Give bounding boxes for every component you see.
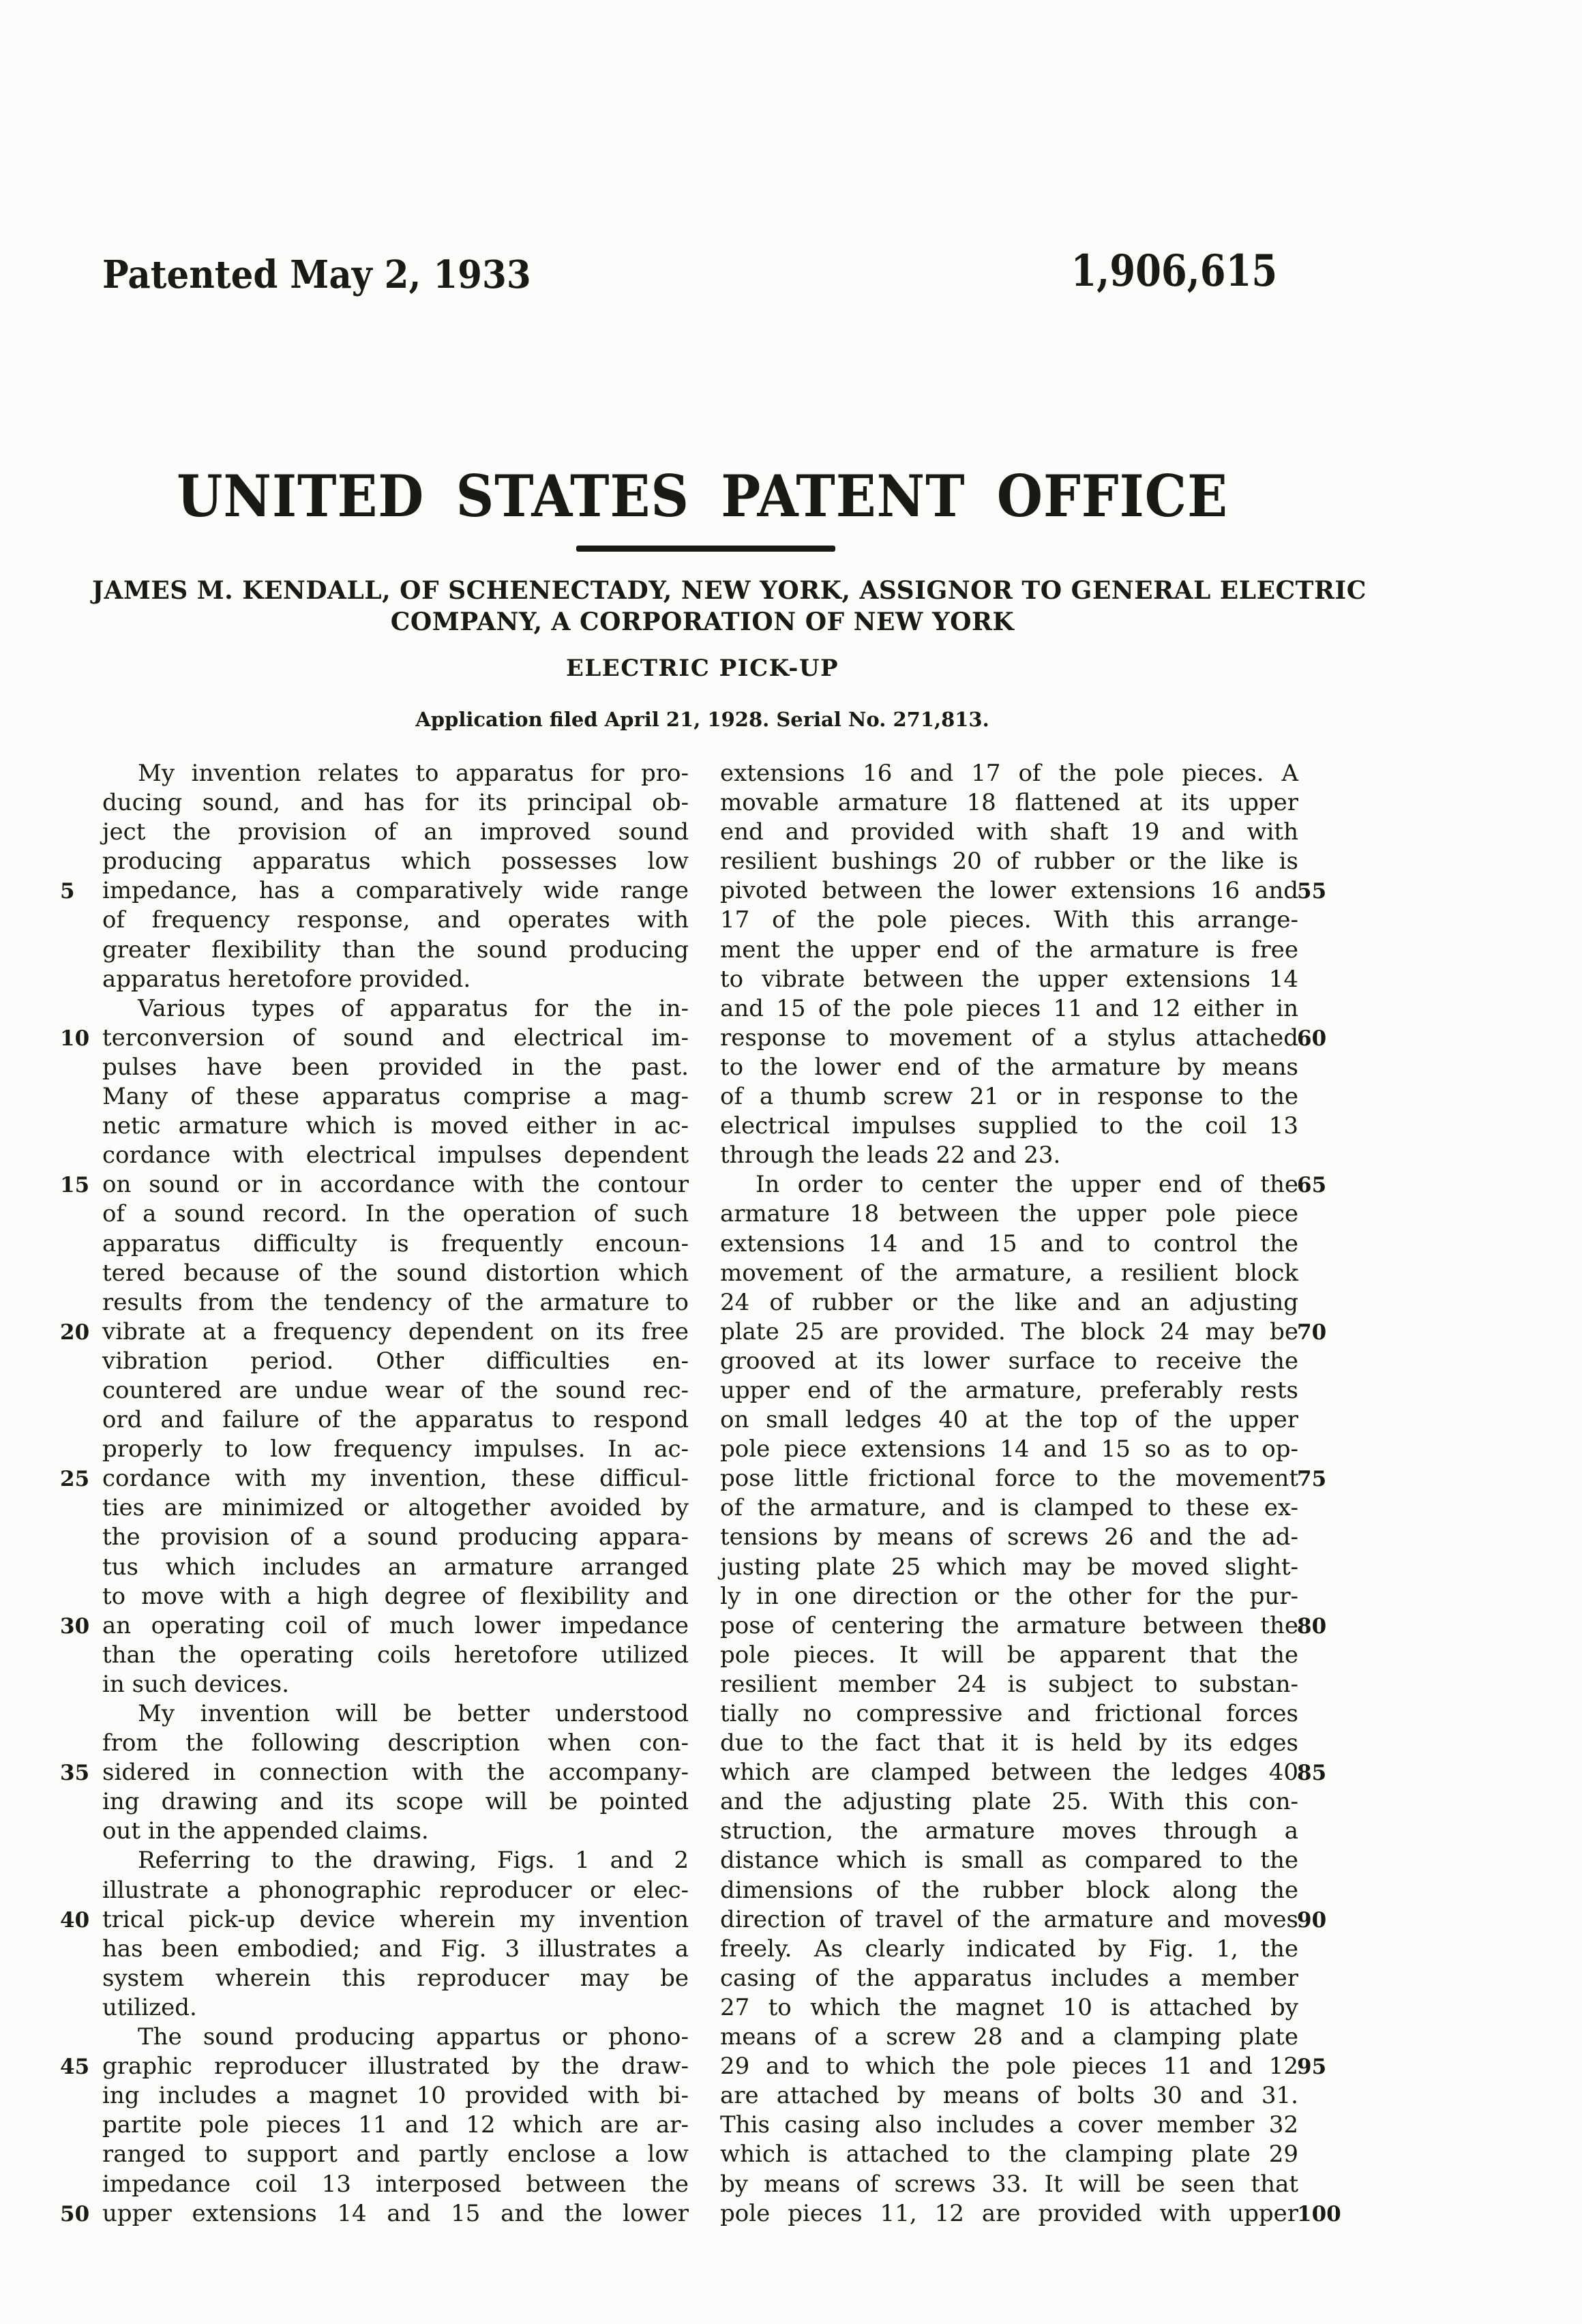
line-text: and 15 of the pole pieces 11 and 12 either in <box>720 994 1298 1022</box>
text-line <box>720 1523 1298 1552</box>
line-text: ranged to support and partly enclose a low <box>102 2141 689 2169</box>
line-text: by means of screws 33. It will be seen that <box>720 2170 1298 2198</box>
assignment-line-1: JAMES M. KENDALL, OF SCHENECTADY, NEW YORK, ASSIGNOR TO GENERAL ELECTRIC <box>92 576 1367 605</box>
text-line <box>102 1347 689 1376</box>
page-title: UNITED STATES PATENT OFFICE <box>177 462 1228 530</box>
line-text: response to movement of a stylus attached <box>720 1024 1298 1052</box>
line-text: impedance coil 13 interposed between the <box>102 2170 689 2198</box>
line-text: upper end of the armature, preferably rests <box>720 1376 1298 1404</box>
text-line <box>720 847 1298 876</box>
line-number: 25 <box>60 1467 90 1492</box>
text-line <box>720 2111 1298 2140</box>
line-text: electrical impulses supplied to the coil 13 <box>720 1112 1298 1140</box>
title-divider <box>576 546 835 552</box>
line-text: plate 25 are provided. The block 24 may be <box>720 1317 1298 1345</box>
assignment-line-2: COMPANY, A CORPORATION OF NEW YORK <box>390 608 1015 636</box>
line-number: 5 <box>60 879 75 904</box>
text-line <box>720 1435 1298 1464</box>
line-text: on small ledges 40 at the top of the upper <box>720 1406 1298 1434</box>
text-line <box>720 1200 1298 1229</box>
text-line <box>720 2023 1298 2052</box>
text-line <box>102 1876 689 1905</box>
line-text: resilient member 24 is subject to substan- <box>720 1670 1298 1698</box>
text-line <box>720 2170 1298 2199</box>
text-line <box>720 818 1298 847</box>
line-text: results from the tendency of the armature to <box>102 1288 689 1316</box>
line-text: Referring to the drawing, Figs. 1 and 2 <box>138 1847 689 1875</box>
text-line <box>102 1846 689 1875</box>
text-line <box>102 1699 689 1729</box>
line-text: greater flexibility than the sound producing <box>102 936 689 964</box>
line-text: from the following description when con- <box>102 1729 689 1757</box>
line-text: end and provided with shaft 19 and with <box>720 818 1298 846</box>
text-line <box>720 1464 1327 1493</box>
text-line <box>102 2170 689 2199</box>
text-line <box>102 1082 689 1112</box>
line-text: struction, the armature moves through a <box>720 1817 1298 1845</box>
text-line <box>102 1523 689 1552</box>
text-line <box>720 759 1298 788</box>
line-text: cordance with electrical impulses dependent <box>102 1142 689 1170</box>
text-line <box>102 1964 689 1993</box>
line-text: partite pole pieces 11 and 12 which are ar- <box>102 2111 689 2139</box>
text-line <box>102 1582 689 1611</box>
text-line <box>720 1053 1298 1082</box>
line-text: an operating coil of much lower impedance <box>102 1611 689 1639</box>
line-text: through the leads 22 and 23. <box>720 1142 1061 1170</box>
text-line <box>720 1611 1327 1641</box>
line-text: due to the fact that it is held by its edges <box>720 1729 1298 1757</box>
line-text: movable armature 18 flattened at its upper <box>720 789 1298 817</box>
line-text: movement of the armature, a resilient block <box>720 1259 1298 1287</box>
text-line <box>720 1082 1298 1112</box>
line-text: to move with a high degree of flexibility and <box>102 1582 689 1610</box>
text-line <box>102 2111 689 2140</box>
line-text: pole piece extensions 14 and 15 so as to op- <box>720 1435 1298 1463</box>
line-text: direction of travel of the armature and moves <box>720 1905 1298 1933</box>
text-line <box>102 1230 689 1259</box>
text-line <box>720 1405 1298 1435</box>
line-number: 85 <box>1297 1761 1327 1786</box>
text-line <box>720 1670 1298 1699</box>
line-text: of frequency response, and operates with <box>102 906 689 934</box>
line-text: freely. As clearly indicated by Fig. 1, the <box>720 1935 1298 1963</box>
text-line <box>720 1112 1298 1141</box>
text-line <box>102 1935 689 1964</box>
text-line <box>102 1787 689 1817</box>
line-text: in such devices. <box>102 1670 290 1698</box>
text-line <box>102 1112 689 1141</box>
line-text: graphic reproducer illustrated by the draw- <box>102 2053 689 2081</box>
line-text: pole pieces 11, 12 are provided with upper <box>720 2199 1298 2227</box>
line-number: 95 <box>1297 2055 1327 2080</box>
text-line <box>102 1670 689 1699</box>
line-number: 20 <box>60 1320 90 1345</box>
text-line <box>720 965 1298 994</box>
line-text: ing includes a magnet 10 provided with bi- <box>102 2082 689 2110</box>
text-line <box>720 2140 1298 2169</box>
text-line <box>720 936 1298 965</box>
text-line <box>102 906 689 935</box>
line-number: 60 <box>1297 1026 1327 1051</box>
line-text: cordance with my invention, these difficul- <box>102 1465 689 1493</box>
text-line <box>60 1905 689 1935</box>
line-text: tered because of the sound distortion which <box>102 1259 689 1287</box>
line-text: My invention will be better understood <box>138 1700 689 1727</box>
invention-title: ELECTRIC PICK-UP <box>565 655 839 682</box>
line-text: 29 and to which the pole pieces 11 and 12 <box>720 2053 1298 2081</box>
line-text: armature 18 between the upper pole piece <box>720 1200 1298 1228</box>
line-number: 55 <box>1297 879 1327 904</box>
text-line <box>102 1993 689 2023</box>
line-text: resilient bushings 20 of rubber or the like is <box>720 848 1298 876</box>
line-text: netic armature which is moved either in ac- <box>102 1112 689 1140</box>
line-text: ment the upper end of the armature is free <box>720 936 1298 964</box>
line-text: vibration period. Other difficulties en- <box>102 1347 689 1375</box>
text-line <box>720 1993 1298 2023</box>
text-line <box>720 1876 1298 1905</box>
text-line <box>102 1259 689 1288</box>
text-line <box>720 1288 1298 1317</box>
line-text: Various types of apparatus for the in- <box>138 994 689 1022</box>
line-number: 10 <box>60 1026 90 1051</box>
text-line <box>102 1553 689 1582</box>
line-text: upper extensions 14 and 15 and the lower <box>102 2199 689 2227</box>
line-number: 30 <box>60 1613 90 1639</box>
text-line <box>102 1200 689 1229</box>
line-text: has been embodied; and Fig. 3 illustrates a <box>102 1935 689 1963</box>
text-line <box>720 1964 1298 1993</box>
line-text: of a sound record. In the operation of such <box>102 1200 689 1228</box>
text-line <box>720 1582 1298 1611</box>
text-line <box>720 1641 1298 1670</box>
text-line <box>60 1464 689 1493</box>
text-line <box>720 1024 1327 1053</box>
text-line <box>720 1817 1298 1846</box>
text-line <box>102 788 689 818</box>
line-text: distance which is small as compared to the <box>720 1847 1298 1875</box>
line-text: dimensions of the rubber block along the <box>720 1876 1298 1904</box>
text-line <box>720 906 1298 935</box>
text-line <box>60 1758 689 1787</box>
line-text: grooved at its lower surface to receive the <box>720 1347 1298 1375</box>
line-text: illustrate a phonographic reproducer or elec- <box>102 1876 689 1904</box>
text-line <box>720 2199 1341 2229</box>
text-line <box>102 1435 689 1464</box>
line-text: tially no compressive and frictional forces <box>720 1700 1298 1727</box>
text-line <box>102 1493 689 1523</box>
text-line <box>102 2081 689 2111</box>
line-text: vibrate at a frequency dependent on its free <box>102 1317 689 1345</box>
line-text: pivoted between the lower extensions 16 and <box>720 877 1298 905</box>
patented-date: Patented May 2, 1933 <box>102 252 531 297</box>
text-line <box>102 1641 689 1670</box>
line-text: trical pick-up device wherein my invention <box>102 1905 689 1933</box>
line-text: justing plate 25 which may be moved slight- <box>720 1553 1298 1581</box>
patent-number: 1,906,615 <box>1071 245 1277 297</box>
text-line <box>720 1317 1327 1347</box>
line-text: properly to low frequency impulses. In ac- <box>102 1435 689 1463</box>
line-text: system wherein this reproducer may be <box>102 1964 689 1992</box>
text-line <box>102 2140 689 2169</box>
text-line <box>60 1611 689 1641</box>
text-line <box>720 1729 1298 1758</box>
text-line <box>102 1729 689 1758</box>
text-line <box>60 1317 689 1347</box>
line-number: 40 <box>60 1907 90 1933</box>
line-text: which are clamped between the ledges 40 <box>720 1759 1298 1787</box>
text-line <box>720 1553 1298 1582</box>
text-line <box>720 1758 1327 1787</box>
line-text: sidered in connection with the accompany- <box>102 1759 689 1787</box>
text-line <box>102 1817 689 1846</box>
text-line <box>720 1347 1298 1376</box>
text-line <box>60 2052 689 2081</box>
text-line <box>720 1787 1298 1817</box>
line-text: Many of these apparatus comprise a mag- <box>102 1083 689 1111</box>
line-number: 80 <box>1297 1613 1327 1639</box>
line-text: apparatus difficulty is frequently encoun- <box>102 1230 689 1257</box>
line-text: ducing sound, and has for its principal ob- <box>102 789 689 817</box>
line-text: 17 of the pole pieces. With this arrange- <box>720 906 1298 934</box>
line-text: means of a screw 28 and a clamping plate <box>720 2023 1298 2051</box>
text-line <box>102 965 689 994</box>
text-line <box>720 1493 1298 1523</box>
line-text: This casing also includes a cover member 32 <box>720 2111 1298 2139</box>
text-line <box>102 818 689 847</box>
text-line <box>102 1376 689 1405</box>
line-text: than the operating coils heretofore utilized <box>102 1641 689 1669</box>
line-text: ing drawing and its scope will be pointed <box>102 1788 689 1816</box>
line-number: 35 <box>60 1761 90 1786</box>
line-text: tensions by means of screws 26 and the ad- <box>720 1523 1298 1551</box>
text-line <box>60 2199 689 2229</box>
line-text: countered are undue wear of the sound rec- <box>102 1376 689 1404</box>
line-text: tus which includes an armature arranged <box>102 1553 689 1581</box>
line-text: The sound producing appartus or phono- <box>138 2023 689 2051</box>
line-text: pole pieces. It will be apparent that the <box>720 1641 1298 1669</box>
text-line <box>102 1288 689 1317</box>
text-line <box>102 1141 689 1170</box>
line-text: casing of the apparatus includes a member <box>720 1964 1298 1992</box>
line-number: 45 <box>60 2055 90 2080</box>
line-text: ly in one direction or the other for the pur- <box>720 1582 1298 1610</box>
text-line <box>720 1699 1298 1729</box>
text-line <box>102 1405 689 1435</box>
line-text: impedance, has a comparatively wide range <box>102 877 689 905</box>
text-line <box>102 994 689 1024</box>
body-column-right <box>720 759 1341 2229</box>
text-line <box>102 2023 689 2052</box>
text-line <box>720 2052 1327 2081</box>
line-text: terconversion of sound and electrical im- <box>102 1024 689 1052</box>
line-text: apparatus heretofore provided. <box>102 965 471 993</box>
line-text: to vibrate between the upper extensions 14 <box>720 965 1298 993</box>
text-line <box>720 1259 1298 1288</box>
line-text: ject the provision of an improved sound <box>102 818 689 846</box>
line-text: are attached by means of bolts 30 and 31. <box>720 2082 1298 2110</box>
line-text: to the lower end of the armature by means <box>720 1053 1298 1081</box>
line-number: 15 <box>60 1173 90 1198</box>
line-number: 100 <box>1297 2201 1341 2226</box>
line-text: producing apparatus which possesses low <box>102 848 689 876</box>
application-line: Application filed April 21, 1928. Serial No. 271,813. <box>415 708 989 731</box>
text-line <box>720 1141 1298 1170</box>
line-number: 90 <box>1297 1907 1327 1933</box>
text-line <box>720 1376 1298 1405</box>
line-text: extensions 14 and 15 and to control the <box>720 1230 1298 1257</box>
text-line <box>102 847 689 876</box>
line-text: My invention relates to apparatus for pro- <box>138 760 689 787</box>
line-text: and the adjusting plate 25. With this con- <box>720 1788 1298 1816</box>
line-text: which is attached to the clamping plate 29 <box>720 2141 1298 2169</box>
line-text: utilized. <box>102 1993 197 2021</box>
text-line <box>720 1230 1298 1259</box>
line-text: ties are minimized or altogether avoided by <box>102 1494 689 1522</box>
line-number: 65 <box>1297 1173 1327 1198</box>
text-line <box>720 788 1298 818</box>
line-text: of a thumb screw 21 or in response to the <box>720 1083 1298 1111</box>
text-line <box>102 1053 689 1082</box>
text-line <box>720 1170 1327 1200</box>
line-text: ord and failure of the apparatus to respond <box>102 1406 689 1434</box>
line-number: 70 <box>1297 1320 1327 1345</box>
text-line <box>720 994 1298 1024</box>
line-text: the provision of a sound producing appara- <box>102 1523 689 1551</box>
line-text: pose of centering the armature between the <box>720 1611 1298 1639</box>
text-line <box>720 1935 1298 1964</box>
line-text: out in the appended claims. <box>102 1817 429 1845</box>
line-text: 27 to which the magnet 10 is attached by <box>720 1993 1298 2021</box>
text-line <box>102 936 689 965</box>
line-text: In order to center the upper end of the <box>756 1171 1298 1199</box>
line-text: 24 of rubber or the like and an adjusting <box>720 1288 1298 1316</box>
text-line <box>720 1905 1327 1935</box>
text-line <box>60 876 689 906</box>
line-text: pose little frictional force to the movement <box>720 1465 1298 1493</box>
text-line <box>720 876 1327 906</box>
line-text: on sound or in accordance with the contour <box>102 1171 689 1199</box>
text-line <box>102 759 689 788</box>
text-line <box>720 1846 1298 1875</box>
body-column-left <box>60 759 689 2229</box>
line-text: of the armature, and is clamped to these ex- <box>720 1494 1298 1522</box>
line-text: extensions 16 and 17 of the pole pieces. A <box>720 760 1298 787</box>
text-line <box>60 1024 689 1053</box>
line-number: 50 <box>60 2201 90 2226</box>
line-text: pulses have been provided in the past. <box>102 1053 689 1081</box>
line-number: 75 <box>1297 1467 1327 1492</box>
text-line <box>720 2081 1298 2111</box>
text-line <box>60 1170 689 1200</box>
